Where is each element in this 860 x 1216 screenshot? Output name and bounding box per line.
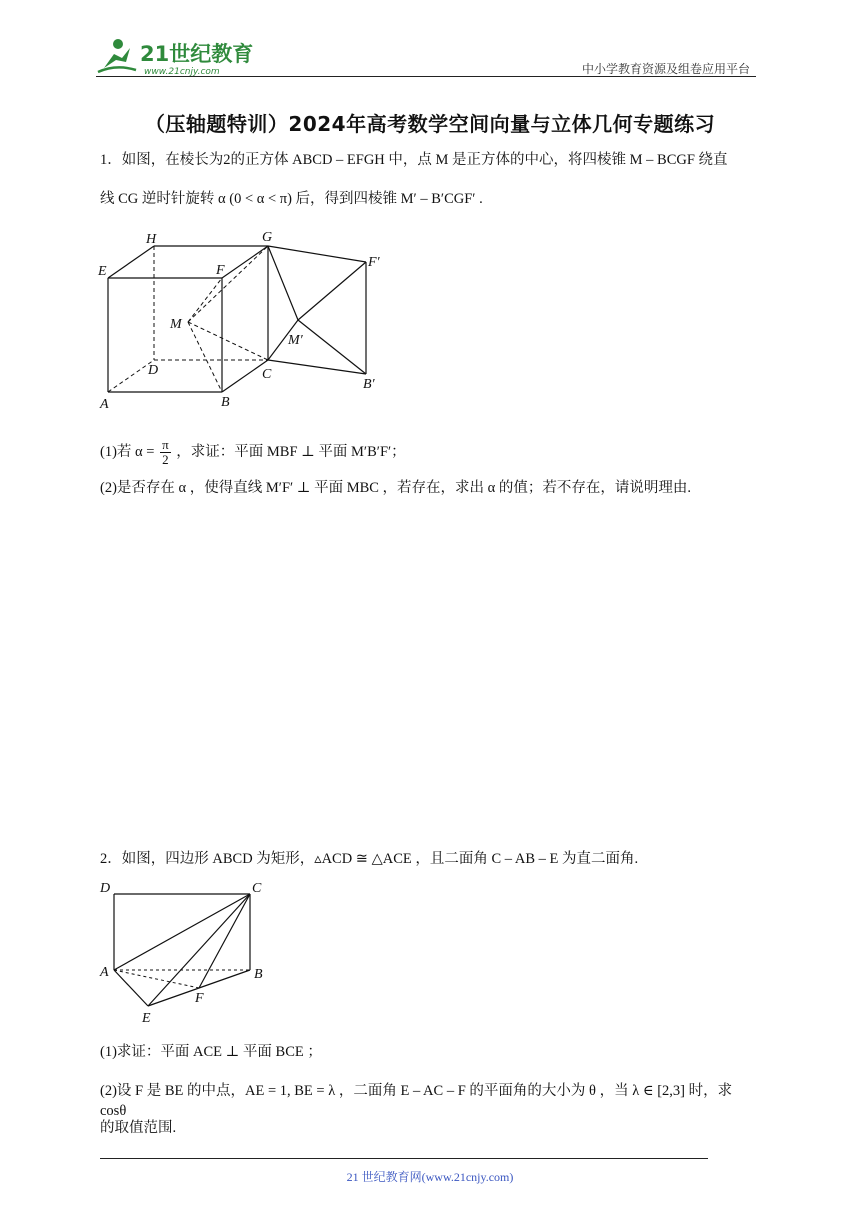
label-F-prime: F′: [368, 255, 380, 270]
label-H: H: [146, 232, 157, 247]
q1-part2: (2)是否存在 α ，使得直线 M′F′ ⊥ 平面 MBC ，若存在，求出 α 的值；若不存在，请说明理由.: [100, 480, 692, 496]
label-A: A: [100, 965, 109, 980]
q1-part1-prefix: (1)若 α =: [100, 444, 155, 460]
label-M: M: [170, 317, 182, 332]
logo-icon: [96, 34, 266, 76]
site-name: 中小学教育资源及组卷应用平台: [581, 62, 750, 76]
q1-fraction: $\frac{\pi}{2}$: [162, 437, 169, 468]
q2-part2-line1: (2)设 F 是 BE 的中点，AE = 1, BE = λ ，二面角 E – AC – F 的平面角的大小为 θ ，当 λ ∈ [2,3] 时，求 cosθ: [100, 1083, 733, 1119]
footer-divider: [100, 1158, 708, 1159]
q2-part2-line2: 的取值范围.: [100, 1120, 177, 1136]
label-D: D: [100, 881, 111, 896]
label-A: A: [100, 397, 109, 412]
label-F: F: [195, 991, 204, 1006]
q2-line1: 2．如图，四边形 ABCD 为矩形，▵ACD ≅ △ACE ，且二面角 C – AB – E 为直二面角.: [100, 851, 639, 867]
label-B-prime: B′: [363, 377, 375, 392]
label-B: B: [254, 967, 263, 982]
q1-line1: 1．如图，在棱长为2的正方体 ABCD – EFGH 中，点 M 是正方体的中心，将四棱锥 M – BCGF 绕直: [100, 152, 728, 168]
footer-link[interactable]: 21 世纪教育网(www.21cnjy.com): [346, 1170, 514, 1184]
label-C: C: [252, 881, 262, 896]
q1-part1-suffix: ，求证：平面 MBF ⊥ 平面 M′B′F′；: [176, 444, 406, 460]
page-header: [96, 30, 756, 80]
q1-line2: 线 CG 逆时针旋转 α (0 < α < π) 后，得到四棱锥 M′ – B′CGF′ .: [100, 191, 483, 207]
page-title: （压轴题特训）2024年高考数学空间向量与立体几何专题练习: [144, 112, 716, 136]
header-divider: [96, 76, 756, 77]
q2-part1: (1)求证：平面 ACE ⊥ 平面 BCE ；: [100, 1044, 322, 1060]
svg-text:www.21cnjy.com: www.21cnjy.com: [144, 67, 220, 76]
label-E: E: [98, 264, 107, 279]
svg-text:21世纪教育: 21世纪教育: [140, 42, 254, 66]
label-B: B: [221, 395, 230, 410]
q2-figure: [96, 878, 276, 1028]
label-D: D: [148, 363, 159, 378]
q1-figure: [96, 226, 396, 412]
label-G: G: [262, 230, 273, 245]
q1-part1: [100, 436, 760, 468]
label-C: C: [262, 367, 272, 382]
label-M-prime: M′: [288, 333, 303, 348]
label-F: F: [216, 263, 225, 278]
label-E: E: [142, 1011, 151, 1026]
